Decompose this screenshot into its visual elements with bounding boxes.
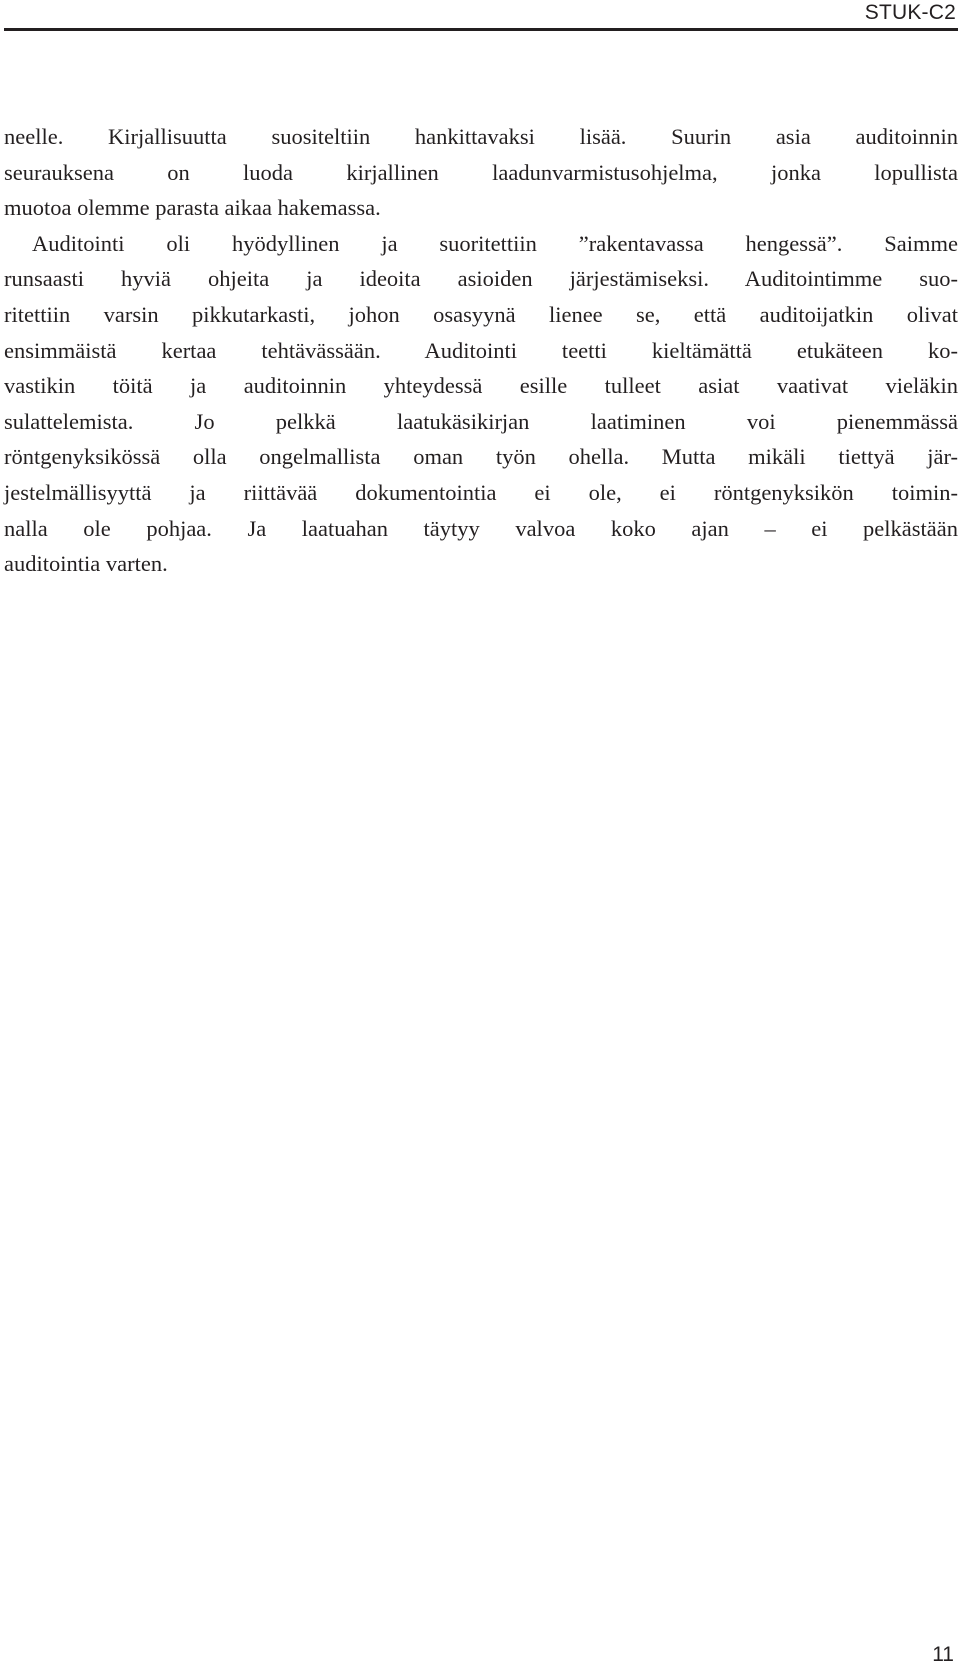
text-line: neelle. Kirjallisuutta suositeltiin hankittavaksi lisää. Suurin asia auditoinnin bbox=[4, 124, 958, 149]
text-line: Auditointi oli hyödyllinen ja suoritettiin ”rakentavassa hengessä”. Saimme bbox=[32, 230, 958, 256]
running-header: STUK-C2 bbox=[864, 1, 956, 24]
text-line: ritettiin varsin pikkutarkasti, johon osasyynä lienee se, että auditoijatkin olivat bbox=[4, 301, 958, 327]
page-number: 11 bbox=[932, 1643, 954, 1666]
text-line: vastikin töitä ja auditoinnin yhteydessä esille tulleet asiat vaativat vieläkin bbox=[4, 373, 958, 399]
header-rule bbox=[4, 28, 958, 31]
text-line: sulattelemista. Jo pelkkä laatukäsikirjan laatiminen voi pienemmässä bbox=[4, 408, 958, 434]
text-line: runsaasti hyviä ohjeita ja ideoita asioiden järjestämiseksi. Auditointimme suo- bbox=[4, 266, 958, 292]
body-text bbox=[4, 119, 958, 582]
text-line: nalla ole pohjaa. Ja laatuahan täytyy valvoa koko ajan – ei pelkästään bbox=[4, 515, 958, 541]
text-line: auditointia varten. bbox=[4, 551, 168, 577]
text-line: muotoa olemme parasta aikaa hakemassa. bbox=[4, 195, 381, 221]
text-line: röntgenyksikössä olla ongelmallista oman työn ohella. Mutta mikäli tiettyä jär- bbox=[4, 444, 958, 470]
text-line: seurauksena on luoda kirjallinen laadunvarmistusohjelma, jonka lopullista bbox=[4, 159, 958, 185]
text-line: jestelmällisyyttä ja riittävää dokumentointia ei ole, ei röntgenyksikön toimin- bbox=[4, 479, 958, 505]
text-line: ensimmäistä kertaa tehtävässään. Auditointi teetti kieltämättä etukäteen ko- bbox=[4, 337, 958, 363]
